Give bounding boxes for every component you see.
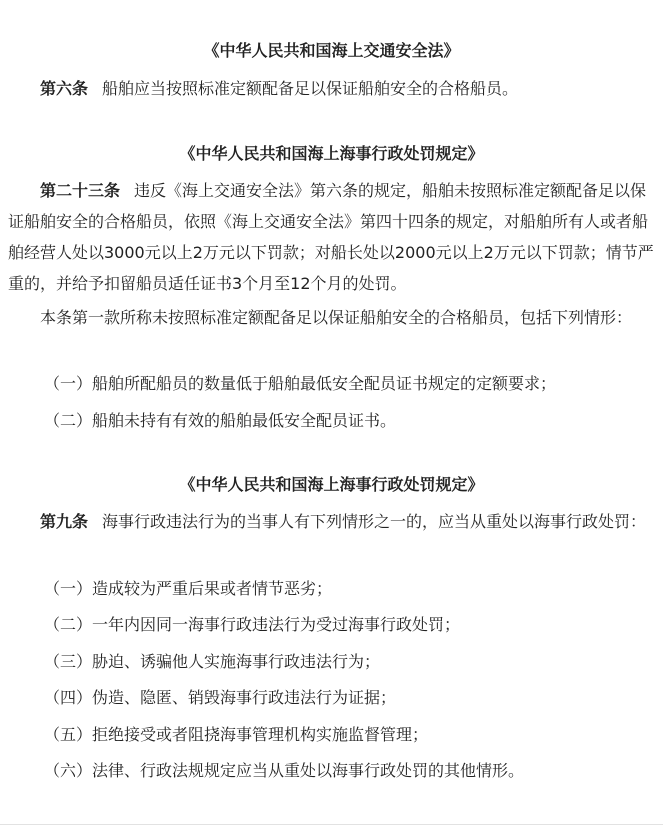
list-item: （五）拒绝接受或者阻挠海事管理机构实施监督管理； [44,725,429,744]
list-item: （三）胁迫、诱骗他人实施海事行政违法行为； [44,652,381,671]
law-title-maritime-traffic-safety: 《中华人民共和国海上交通安全法》 [203,41,460,60]
list-item: （一）造成较为严重后果或者情节恶劣； [44,579,333,598]
article-text: 违反《海上交通安全法》第六条的规定，船舶未按照标准定额配备足以保证船舶安全的合格船员，依照《海上交通安全法》第四十四条的规定，对船舶所有人或者船舶经营人处以3000元以上2万元以下罚款；对船长处以2000元以上2万元以下罚款；情节严重的，并给予扣留船员适任证书3个月至12个月的处罚。 [8,181,654,293]
article-text: 海事行政违法行为的当事人有下列情形之一的，应当从重处以海事行政处罚： [102,512,647,531]
law-title-maritime-penalty-1: 《中华人民共和国海上海事行政处罚规定》 [179,144,484,163]
list-item: （六）法律、行政法规规定应当从重处以海事行政处罚的其他情形。 [44,761,525,780]
article-number: 第九条 [40,512,89,531]
list-item: （二）一年内因同一海事行政违法行为受过海事行政处罚； [44,615,461,634]
article-number: 第二十三条 [40,181,121,200]
bottom-divider [0,824,663,825]
list-item: （二）船舶未持有有效的船舶最低安全配员证书。 [44,411,397,430]
article-23-paragraph [8,175,658,299]
law-title-maritime-penalty-2: 《中华人民共和国海上海事行政处罚规定》 [179,475,484,494]
article-6-paragraph [8,73,658,104]
list-item: （四）伪造、隐匿、销毁海事行政违法行为证据； [44,688,397,707]
article-number: 第六条 [40,79,89,98]
list-item: （一）船舶所配船员的数量低于船舶最低安全配员证书规定的定额要求； [44,374,557,393]
article-23-paragraph-2: 本条第一款所称未按照标准定额配备足以保证船舶安全的合格船员，包括下列情形： [40,308,633,327]
article-text: 船舶应当按照标准定额配备足以保证船舶安全的合格船员。 [102,79,519,98]
article-9-paragraph [8,506,658,537]
